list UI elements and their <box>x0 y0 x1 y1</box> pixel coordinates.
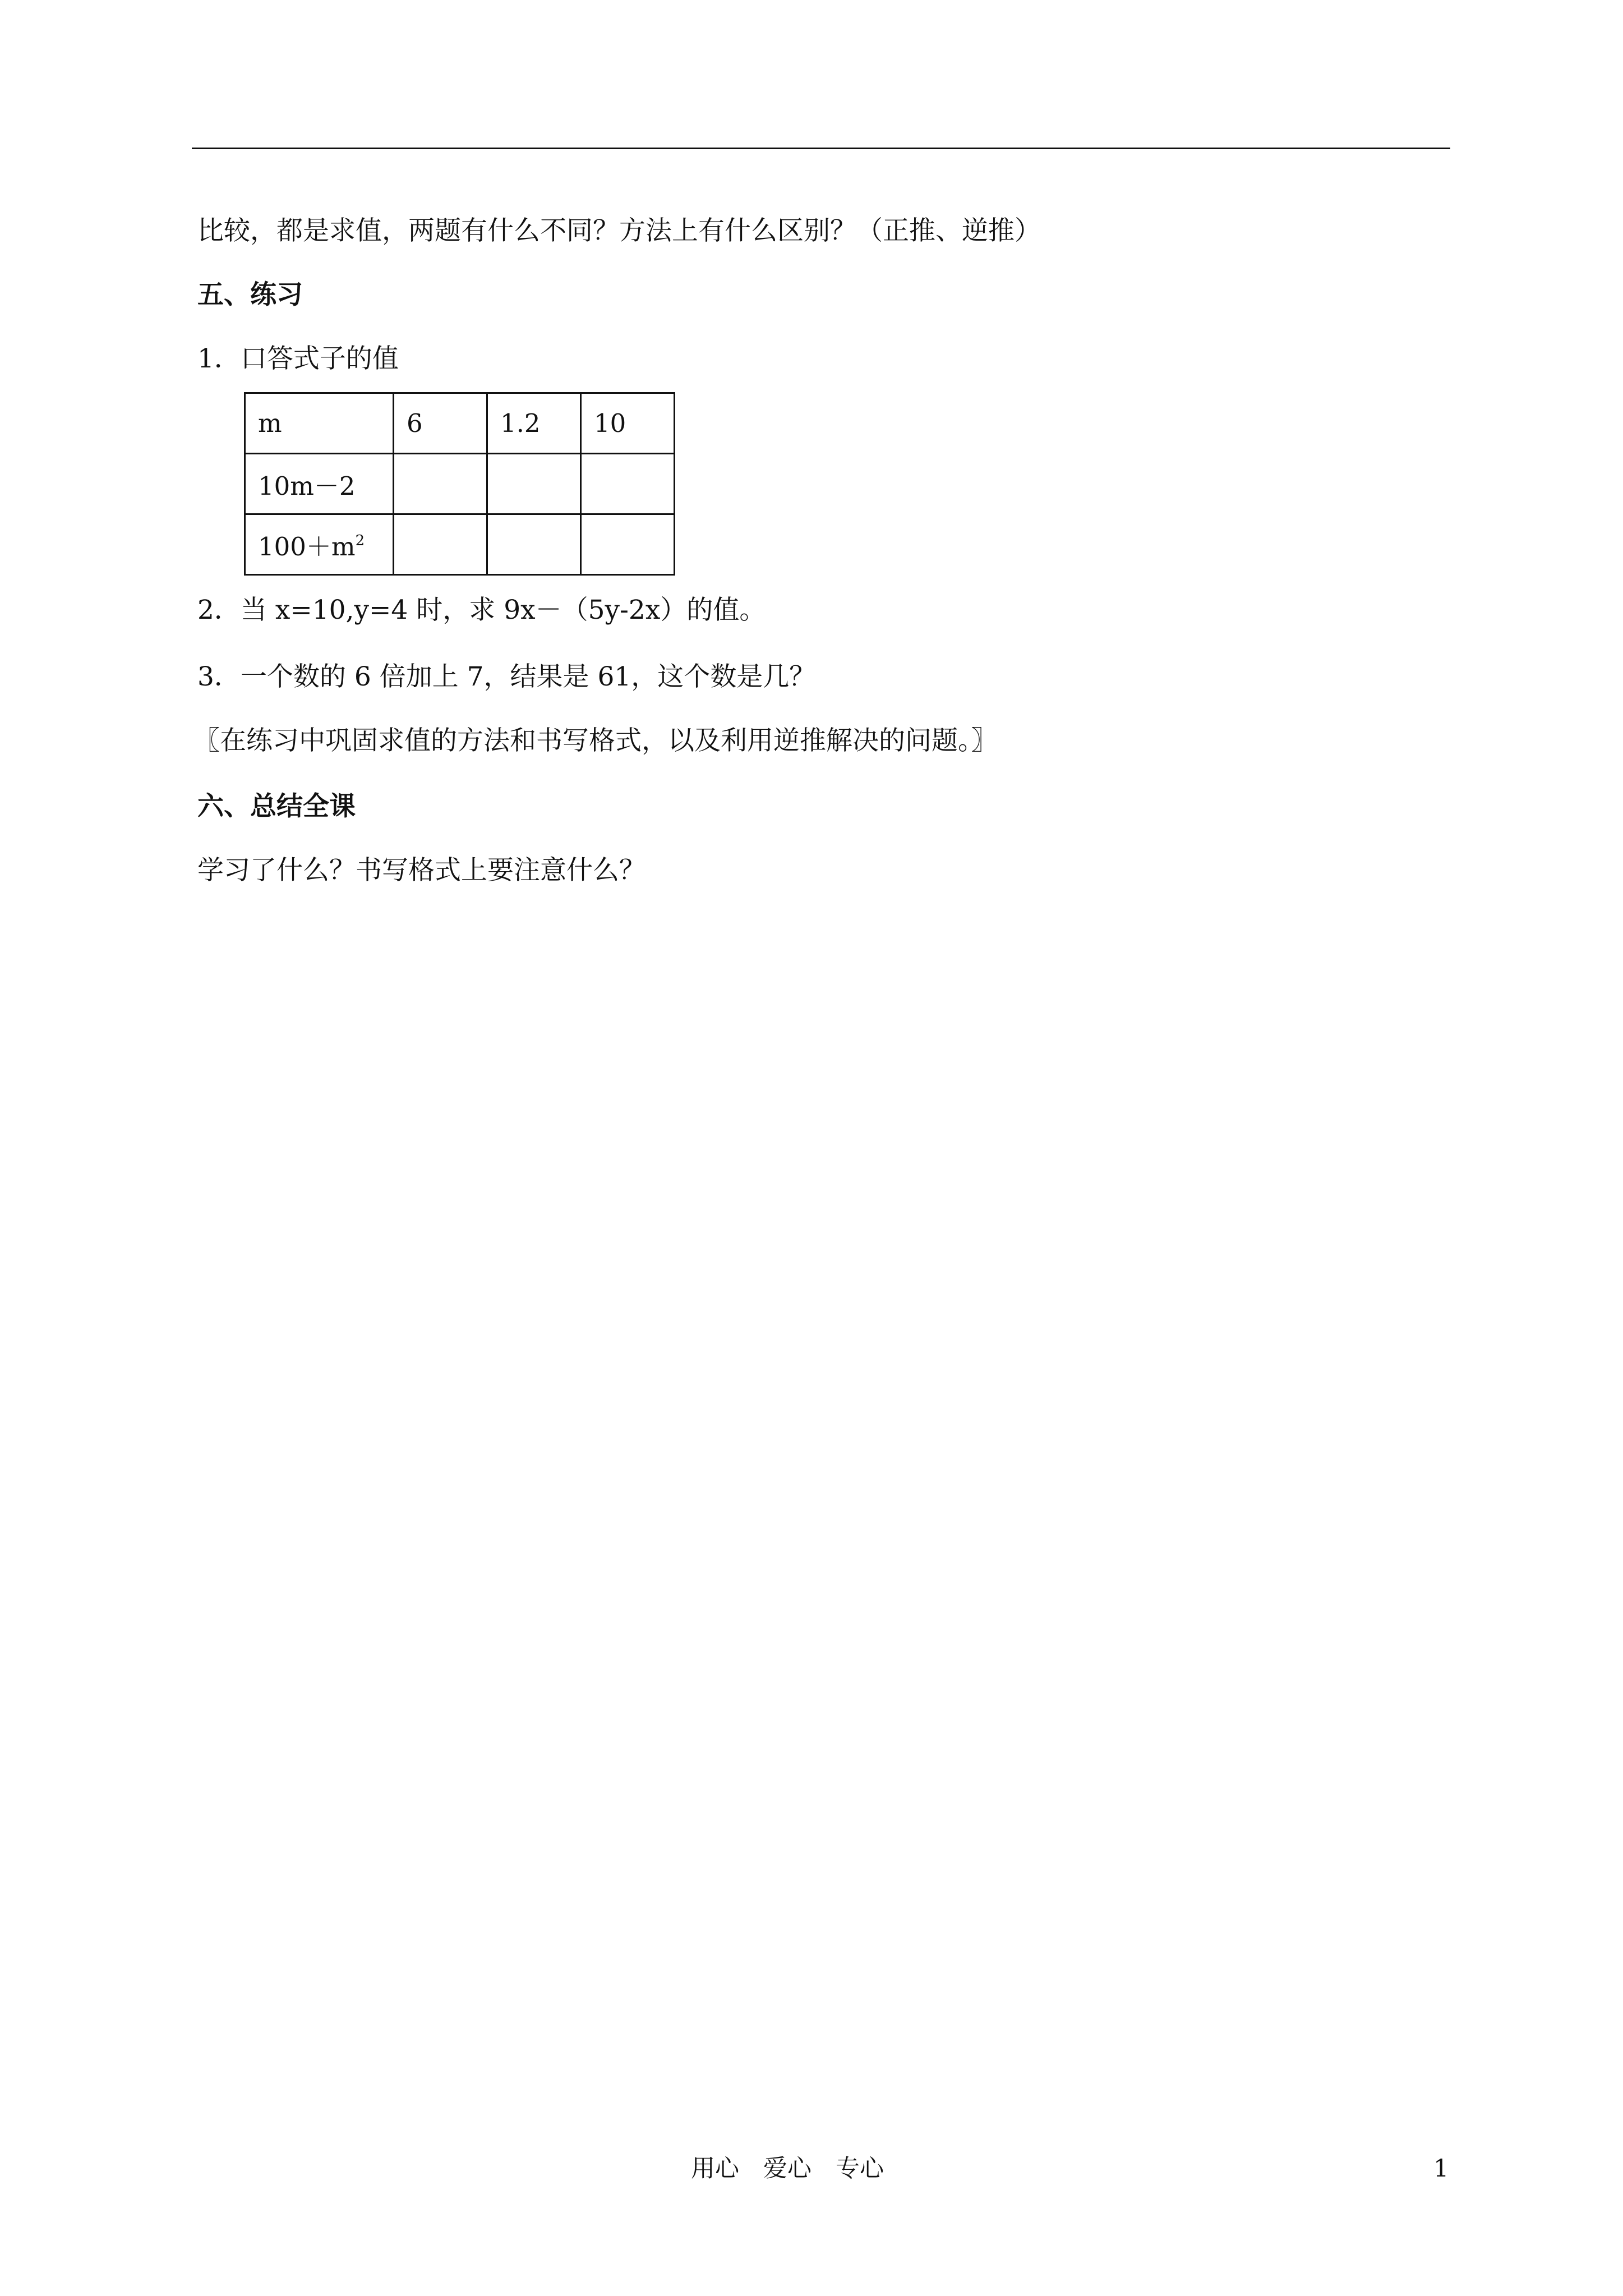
table-cell <box>487 514 581 575</box>
table-cell <box>487 454 581 514</box>
page-number: 1 <box>1433 2155 1449 2183</box>
exercise-item-3: 3．一个数的 6 倍加上 7，结果是 61，这个数是几？ <box>197 661 816 692</box>
table-cell: m <box>245 393 394 454</box>
teaching-note: 〖在练习中巩固求值的方法和书写格式，以及利用逆推解决的问题。〗 <box>193 725 998 756</box>
table-cell <box>394 454 487 514</box>
table-cell <box>581 514 675 575</box>
table-cell <box>394 514 487 575</box>
exercise-item-2: 2．当 x=10,y=4 时，求 9x－（5y-2x）的值。 <box>197 595 766 625</box>
table-row <box>245 454 675 514</box>
exponent: 2 <box>355 532 365 549</box>
expression-base: 100＋m <box>258 532 356 562</box>
table-cell <box>245 514 394 575</box>
table-row <box>245 514 675 575</box>
table-row <box>245 393 675 454</box>
table-cell: 10 <box>581 393 675 454</box>
section-heading-summary: 六、总结全课 <box>197 791 356 822</box>
table-cell: 1.2 <box>487 393 581 454</box>
exercise-item-1: 1．口答式子的值 <box>197 343 399 374</box>
table-cell <box>581 454 675 514</box>
table-cell: 6 <box>394 393 487 454</box>
footer-motto: 用心 爱心 专心 <box>691 2155 884 2183</box>
comparison-paragraph: 比较，都是求值，两题有什么不同？方法上有什么区别？（正推、逆推） <box>197 215 1041 246</box>
section-heading-practice: 五、练习 <box>197 279 303 310</box>
header-rule <box>192 148 1450 149</box>
table-cell: 10m－2 <box>245 454 394 514</box>
summary-paragraph: 学习了什么？书写格式上要注意什么？ <box>197 855 645 886</box>
value-table <box>244 392 675 576</box>
